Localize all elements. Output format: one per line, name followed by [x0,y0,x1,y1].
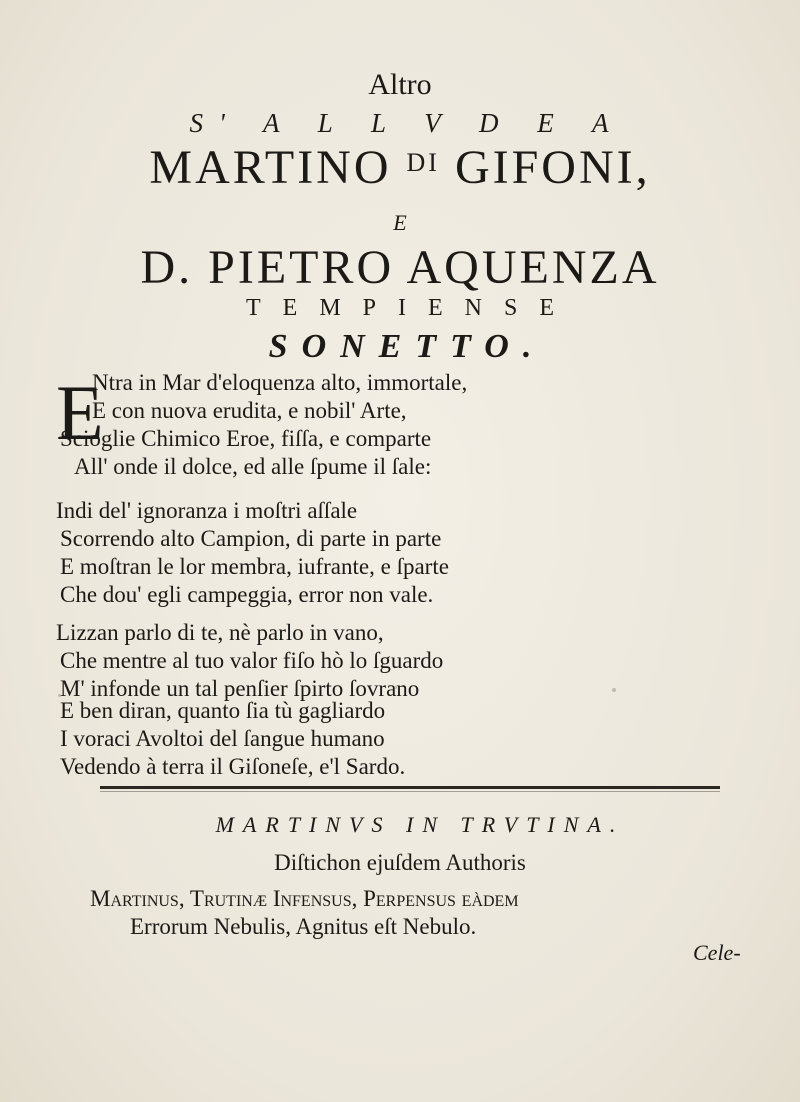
conjunction: E [393,210,407,235]
distich-line-text: Martinus, Trutinæ Infenſus, Perpenſus eàdem [90,886,519,911]
catchword: Cele- [693,940,741,965]
dedicatee-first-name: MARTINO [149,141,392,194]
paper-speck [394,686,397,689]
verse-line: I voraci Avoltoi del ſangue humano [60,726,385,751]
verse-line: Che dou' egli campeggia, error non vale. [60,582,434,607]
verse-line: E ben diran, quanto ſia tù gagliardo [60,698,386,723]
dedicatee-origin: TEMPIENSE [246,295,576,321]
verse-line: Indi del' ignoranza i moſtri aſſale [56,498,358,523]
horizontal-rule-fine [100,791,720,792]
paper-speck [612,688,616,692]
distich-heading: MARTINVS IN TRVTINA. [215,812,625,837]
verse-line: All' onde il dolce, ed alle ſpume il ſale: [74,454,432,479]
dedicatee-preposition: DI [406,148,440,177]
salutation-line: S' A L L V D E A [189,108,625,138]
poem-genre-title: SONETTO. [268,328,546,365]
page-heading: Altro [368,68,432,101]
verse-line: Che mentre al tuo valor fiſo hò lo ſguardo [60,648,444,673]
verse-line: Scioglie Chimico Eroe, fiſſa, e comparte [60,426,432,451]
verse-line: M' infonde un tal penſier ſpirto ſovrano [60,676,420,701]
verse-line: Vedendo à terra il Giſoneſe, e'l Sardo. [60,754,406,779]
verse-line: E moſtran le lor membra, iufrante, e ſparte [60,554,449,579]
distich-line: Errorum Nebulis, Agnitus eſt Nebulo. [130,914,477,939]
dedicatee-name-1 [0,140,800,195]
verse-line: Scorrendo alto Campion, di parte in parte [60,526,442,551]
drop-cap: E [56,369,104,456]
distich-title: Diſtichon ejuſdem Authoris [274,850,526,875]
verse-line: E con nuova erudita, e nobil' Arte, [92,398,407,423]
dedicatee-surname: GIFONI, [454,141,651,194]
verse-line: Lizzan parlo di te, nè parlo in vano, [56,620,384,645]
distich-line [90,884,519,914]
verse-line: Ntra in Mar d'eloquenza alto, immortale, [92,370,468,395]
dedicatee-name-2: D. PIETRO AQUENZA [140,241,660,294]
horizontal-rule [100,786,720,789]
